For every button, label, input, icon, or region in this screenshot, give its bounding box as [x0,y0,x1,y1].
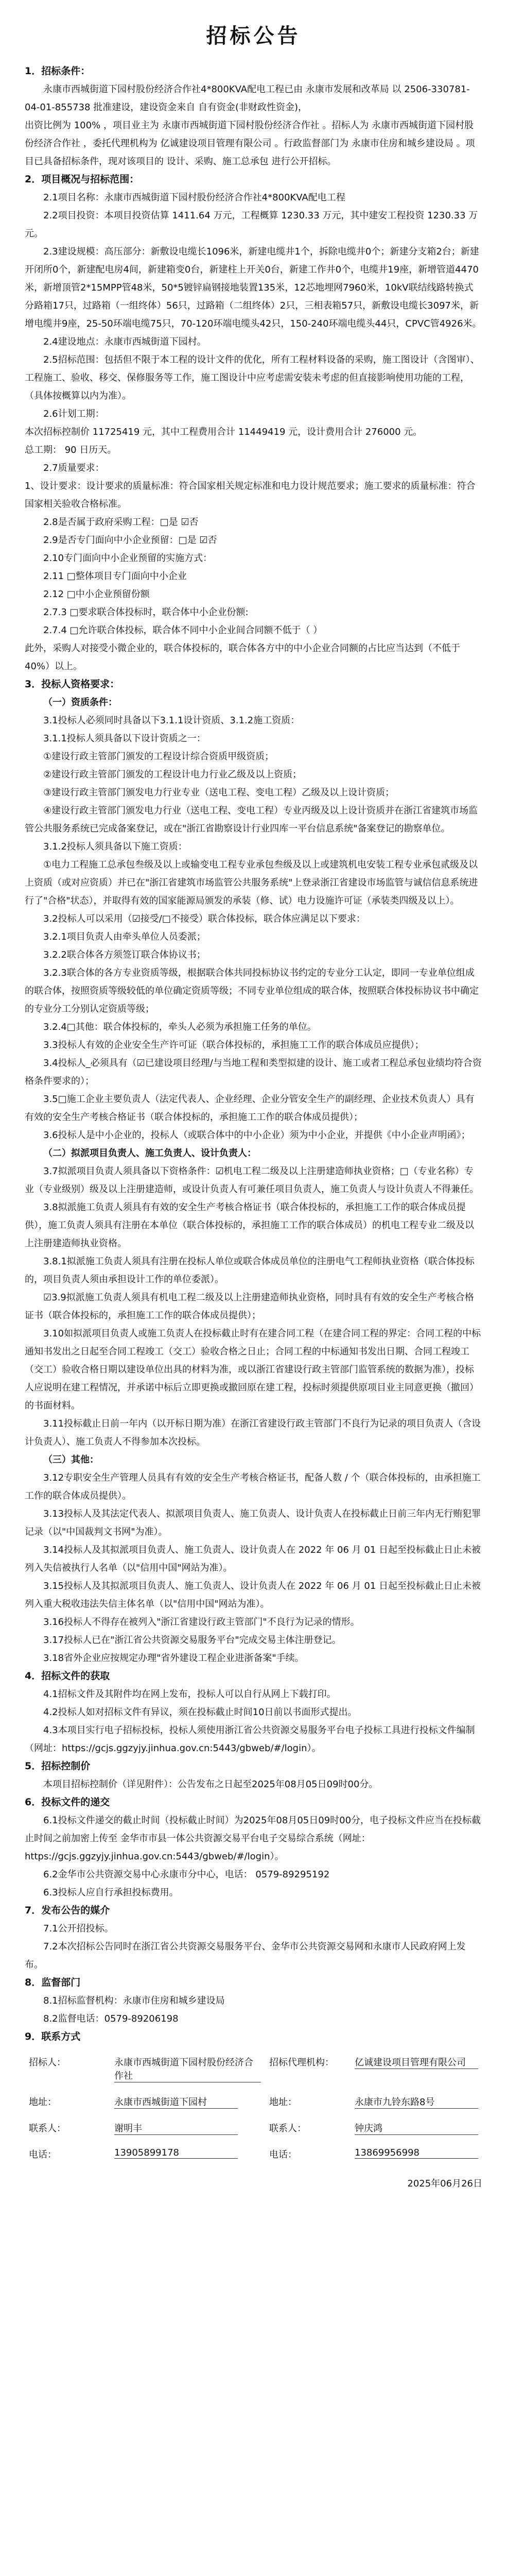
announcement-line-14: 2.8是否属于政府采购工程：□是 ☑否 [43,517,199,528]
agent-address-label: 地址： [269,2097,297,2108]
agent-phone-value: 13869956998 [351,2141,482,2167]
announcement-line-35: 3.2.3联合体的各方专业资质等级，根据联合体共同投标协议书约定的专业分工认定，即同一专业单位组成的联合体，按照资质等级较低的单位确定资质等级；不同专业单位组成的联合体，按照联合体投标协议书中确定的专业分工分别认定资质等级； [25,968,479,1014]
announcement-line-53: 3.16投标人不得存在被列入"浙江省建设行政主管部门"不良行为记录的情形。 [43,1617,360,1628]
agent-phone-label: 电话： [269,2149,297,2160]
announcement-line-58: 4.2投标人如对招标文件有异议，须在投标截止时间10日前以书面形式提出。 [43,1707,357,1718]
announcement-line-28: ③建设行政主管部门颁发电力行业专业（送电工程、变电工程）乙级及以上设计资质； [43,787,395,798]
announcement-line-0: 1．招标条件： [25,65,91,77]
announcement-line-44: 3.8.1拟派施工负责人须具有注册在投标人单位或联合体成员单位的注册电气工程师执业资格（联合体投标的，项目负责人须由承担设计工作的单位委派）。 [25,1256,475,1285]
announcement-line-26: ①建设行政主管部门颁发的工程设计综合资质甲级资质； [43,751,274,762]
announcement-line-20: 2.7.4 □允许联合体投标，联合体不同中小企业间合同额不低于（ ） [43,625,323,636]
announcement-line-2: 出资比例为 100% ，项目业主为 永康市西城街道下园村股份经济合作社 。招标人为 永康市西城街道下园村股份经济合作社 ，委托代理机构为 亿诚建设项目管理有限公司 。行政监督部门为 永康市住房和城乡建设局 。项目已具备招标条件，现对该项目的 设计、采购、施工总承包 进行公开招标。 [25,120,475,167]
tender-address-label: 地址： [29,2097,57,2108]
announcement-line-7: 2.4建设地点：永康市西城街道下园村。 [43,336,206,347]
announcement-line-66: 7．发布公告的媒介 [25,1905,110,1916]
announcement-line-24: 3.1投标人必须同时具备以下3.1.1设计资质、3.1.2施工资质： [43,715,300,726]
announcement-line-18: 2.12 □中小企业预留份额 [43,589,150,600]
agent-contact-value: 钟庆鸿 [351,2115,482,2141]
announcement-line-12: 2.7质量要求： [43,463,104,473]
announcement-line-29: ④建设行政主管部门颁发电力行业（送电工程、变电工程）专业丙级及以上设计资质并在浙江省建筑市场监管公共服务系统已完成备案登记，或在"浙江省勘察设计行业四库一平台信息系统"备案登记的勘察单位。 [25,805,478,834]
announcement-date: 2025年06月26日 [407,2178,482,2189]
tender-contact-value: 谢明丰 [110,2115,265,2141]
announcement-line-45: ☑3.9拟派施工负责人须具有机电工程二级及以上注册建造师执业资格，同时具有有效的安全生产考核合格证书（联合体投标的，承担施工工作的联合体成员提供）； [25,1292,474,1321]
announcement-line-68: 7.2本次招标公告同时在浙江省公共资源交易服务平台、金华市公共资源交易网和永康市人民政府网上发布。 [25,1941,466,1970]
announcement-line-46: 3.10如拟派项目负责人或施工负责人在投标截止时有在建合同工程（在建合同工程的界定：合同工程的中标通知书发出之日起至合同工程竣工（交工）验收合格之日止；合同工程的中标通知书发出日期、合同工程竣工（交工）验收合格日期以建设单位出具的材料为准，或以浙江省建设行政主管部门监管系统的数据为准），投标人应说明在建工程情况，并承诺中标后立即更换或撤回原在建工程，投标时须提供原项目业主同意更换（撤回）的书面材料。 [25,1328,481,1411]
announcement-line-47: 3.11投标截止日前一年内（以开标日期为准）在浙江省建设行政主管部门不良行为记录的项目负责人（含设计负责人）、施工负责人不得参加本次投标。 [25,1418,481,1447]
tender-phone-value: 13905899178 [110,2141,265,2167]
announcement-line-55: 3.18省外企业应按规定办理"省外建设工程企业进浙备案"手续。 [43,1653,304,1664]
announcement-line-36: 3.2.4□其他：联合体投标的，牵头人必须为承担施工任务的单位。 [43,1022,317,1032]
announcement-line-70: 8.1招标监督机构：永康市住房和城乡建设局 [43,1995,225,2006]
announcement-line-3: 2．项目概况与招标范围： [25,174,139,185]
announcement-line-21: 此外，采购人对接受小微企业的，联合体投标的，联合体各方中的中小企业合同额的占比应当达到（不低于40%）以上。 [25,643,460,672]
announcement-line-67: 7.1公开招投标。 [43,1923,114,1934]
announcement-line-19: 2.7.3 □要求联合体投标时，联合体中小企业份额: [43,607,249,618]
announcement-line-33: 3.2.1项目负责人由牵头单位人员委派； [43,931,206,942]
announcement-line-42: 3.7拟派项目负责人须具备以下资格条件：☑机电工程二级及以上注册建造师执业资格；□（专业名称）专业（专业级别）级及以上注册建造师，或设计负责人有可兼任项目负责人，施工负责人与设计负责人不得兼任。 [25,1166,479,1195]
announcement-line-57: 4.1招标文件及其附件均在网上发布，投标人可以自行从网上下载打印。 [43,1689,336,1700]
agent-contact-label: 联系人： [269,2123,306,2134]
announcement-line-31: ①电力工程施工总承包叁级及以上或输变电工程专业承包叁级及以上或建筑机电安装工程专业承包贰级及以上资质（或对应资质）并已在"浙江省建筑市场监管公共服务系统"上登录浙江省建设市场监管与诚信信息系统进行了"合格"状态），并取得有效的国家能源局颁发的承装（修、试）电力设施许可证（承装类四级及以上）。 [25,859,478,906]
announcement-line-52: 3.15投标人及其拟派项目负责人、施工负责人、设计负责人在 2022 年 06 月 01 日起至投标截止日止未被列入重大税收违法失信主体名单（以"信用中国"网站为准）。 [25,1581,481,1609]
announcement-line-15: 2.9是否专门面向中小企业预留：□是 ☑否 [43,535,217,546]
announcement-line-27: ②建设行政主管部门颁发的工程设计电力行业乙级及以上资质； [43,769,302,780]
tender-org-label: 招标人： [29,2057,66,2068]
contact-table [25,2049,482,2167]
announcement-line-71: 8.2监督电话：0579-89206198 [43,2013,179,2024]
tender-address-value: 永康市西城街道下园村 [110,2089,265,2115]
agent-org-value: 亿诚建设项目管理有限公司 [351,2049,482,2089]
announcement-line-16: 2.10专门面向中小企业预留的实施方式： [43,553,213,564]
announcement-line-1: 永康市西城街道下园村股份经济合作社4*800KVA配电工程已由 永康市发展和改革局 以 2506-330781-04-01-855738 批准建设，建设资金来自 自有资金(非财政性资金)， [25,84,470,113]
announcement-line-17: 2.11 □整体项目专门面向中小企业 [43,571,187,582]
page-title: 招标公告 [206,24,301,48]
announcement-line-39: 3.5□施工企业主要负责人（法定代表人、企业经理、企业分管安全生产的副经理、企业技术负责人）具有有效的安全生产考核合格证书（联合体投标的，承担施工工作的联合体成员提供）； [25,1094,475,1123]
announcement-line-72: 9．联系方式 [25,2031,81,2042]
announcement-line-4: 2.1项目名称：永康市西城街道下园村股份经济合作社4*800KVA配电工程 [43,192,345,203]
announcement-line-37: 3.3投标人有效的企业安全生产许可证（联合体投标的，承担施工工作的联合体成员应提供）； [43,1040,424,1050]
announcement-line-10: 本次招标控制价 11725419 元，其中工程费用合计 11449419 元，设计费用合计 276000 元。 [25,427,423,437]
announcement-line-51: 3.14投标人及其拟派项目负责人、施工负责人、设计负责人在 2022 年 06 月 01 日起至投标截止日止未被列入失信被执行人名单（以"信用中国"网站为准）。 [25,1545,481,1573]
tender-contact-label: 联系人： [29,2123,66,2134]
announcement-line-69: 8．监督部门 [25,1977,81,1988]
tender-phone-label: 电话： [29,2149,57,2160]
announcement-line-38: 3.4投标人_必须具有（☑已建设项目经理/与当地工程和类型拟建的设计、施工或者工程总承包业绩均符合资格条件要求的）； [25,1058,482,1087]
announcement-line-65: 6.3投标人应自行承担投标费用。 [43,1887,179,1898]
announcement-line-56: 4．招标文件的获取 [25,1670,110,1682]
announcement-body [25,62,482,2046]
announcement-line-63: 6.1投标文件递交的截止时间（投标截止时间）为2025年08月05日09时00分，电子投标文件应当在投标截止时间之前加密上传至 金华市市县一体公共资源交易平台电子交易综合系统（网址：https://gcjs.ggzyjy.jinhua.gov.cn:5443/gbweb/#/login）。 [25,1815,481,1862]
announcement-line-9: 2.6计划工期： [43,409,104,419]
announcement-line-49: 3.12专职安全生产管理人员具有有效的安全生产考核合格证书，配备人数 / 个（联合体投标的，由承担施工工作的联合体成员提供）。 [25,1472,481,1501]
announcement-line-32: 3.2投标人可以采用（☑接受/□不接受）联合体投标，联合体应满足以下要求： [43,913,365,924]
announcement-line-13: 1、设计要求：设计要求的质量标准：符合国家相关规定标准和电力设计规范要求；施工要求的质量标准：符合国家相关验收合格标准。 [25,481,476,510]
agent-address-value: 永康市九铃东路8号 [351,2089,482,2115]
announcement-line-60: 5．招标控制价 [25,1760,91,1772]
announcement-line-30: 3.1.2投标人须具备以下施工资质： [43,841,187,852]
announcement-line-59: 4.3本项目实行电子招标投标，投标人须使用浙江省公共资源交易服务平台电子投标工具进行投标文件编制（网址：https://gcjs.ggzyjy.jinhua.gov.cn:5443/gbweb/#/login）。 [25,1725,475,1754]
agent-org-label: 招标代理机构： [269,2057,334,2068]
announcement-line-43: 3.8拟派施工负责人须具有有效的安全生产考核合格证书（联合体投标的，承担施工工作的联合体成员提供），施工负责人须具有注册在本单位（联合体投标的，承担施工工作的联合体成员）的机电工程专业二级及以上注册建造师执业资格。 [25,1202,474,1249]
announcement-line-8: 2.5招标范围：包括但不限于本工程的设计文件的优化，所有工程材料设备的采购，施工图设计（含图审）、工程施工、验收、移交、保修服务等工作，施工图设计中应考虑需安装未考虑的但直接影响使用功能的工程，（具体按概算以内为准）。 [25,354,480,401]
announcement-line-40: 3.6投标人是中小企业的，投标人（或联合体中的中小企业）须为中小企业，并提供《中小企业声明函》； [43,1130,470,1141]
tender-org-value: 永康市西城街道下园村股份经济合作社 [110,2049,265,2089]
announcement-line-11: 总工期： 90 日历天。 [25,445,117,455]
announcement-line-34: 3.2.2联合体各方须签订联合体协议书； [43,950,206,960]
announcement-line-41: （二）拟派项目负责人、施工负责人、设计负责人： [43,1148,256,1159]
announcement-line-61: 本项目招标控制价（详见附件）：公告发布之日起至2025年08月05日09时00分。 [43,1779,378,1790]
announcement-line-62: 6．投标文件的递交 [25,1797,110,1808]
announcement-line-22: 3．投标人资格要求： [25,679,120,690]
announcement-line-5: 2.2项目投资：本项目投资估算 1411.64 万元，工程概算 1230.33 万元，其中建安工程投资 1230.33 万元。 [25,210,478,239]
announcement-line-64: 6.2金华市公共资源交易中心永康市分中心，电话： 0579-89295192 [43,1869,330,1880]
announcement-line-50: 3.13投标人及其法定代表人、拟派项目负责人、施工负责人、设计负责人在投标截止日前三年内无行贿犯罪记录（以"中国裁判文书网"为准）。 [25,1509,481,1537]
announcement-line-48: （三）其他： [43,1454,99,1465]
announcement-line-23: （一）资质条件： [43,697,117,708]
announcement-line-6: 2.3建设规模：高压部分：新敷设电缆长1096米，新建电缆井1个，拆除电缆井0个；新建分支箱2台；新建开闭所0个，新建配电房4间，新建箱变0台，新建柱上开关0台，新建工作井0个，电缆井19座，新增管道4470米，新增顶管2*15MPP管48米，50*5镀锌扁钢接地装置135米，12芯地埋网7960米，10kV联结线路转换式分路箱17只，过路箱（一组终体）56只，过路箱（二组终体）2只，三相表箱57只，新敷设电缆长3097米，新增电缆井9座，25-50环端电缆75只，70-120环端电缆头42只，150-240环端电缆头44只，CPVC管4926米。 [25,246,482,329]
announcement-line-54: 3.17投标人已在"浙江省公共资源交易服务平台"完成交易主体注册登记。 [43,1635,341,1646]
announcement-line-25: 3.1.1投标人须具备以下设计资质之一： [43,733,206,744]
